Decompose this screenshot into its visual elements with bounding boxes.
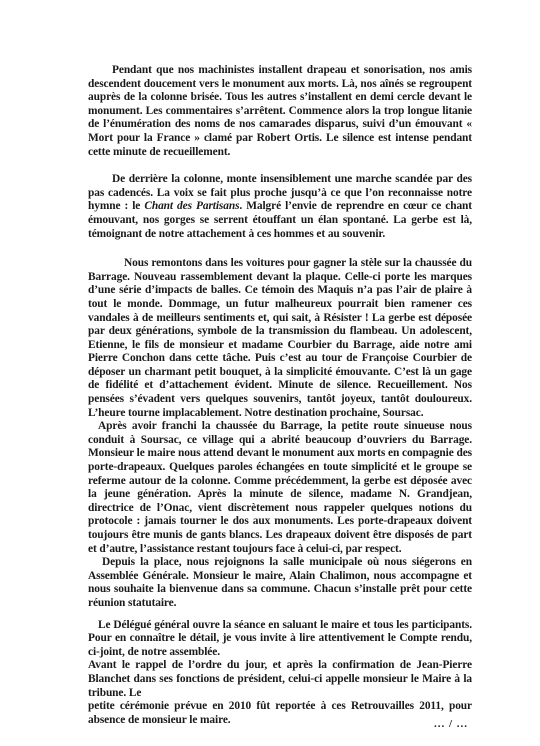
paragraph-text: Nous remontons dans les voitures pour gagner la stèle sur la chaussée du Barrage. Nouveau rassemblement devant la plaque. Celle-ci porte les marques d’une série d’impacts de balles. Ce témoin des Maquis n’a pas l’air de plaire à tout le monde. Dommage, un futur malheureux pourrait bien ramener ces vandales à de meilleurs sentiments et, qui sait, à Résister ! La gerbe est déposée par deux générations, symbole de la transmission du flambeau. Un adolescent, Etienne, le fils de monsieur et madame Courbier du Barrage, aide notre ami Pierre Conchon dans cette tâche. Puis c’est au tour de Françoise Courbier de déposer un charmant petit bouquet, à la simplicité émouvante. C’est là un gage de fidélité et d’attachement évident. Minute de silence. Recueillement. Nos pensées s’évadent vers quelques souvenirs, tantôt joyeux, tantôt douloureux. L’heure tourne implacablement. Notre destination prochaine, Soursac. [88, 257, 472, 419]
paragraph-text: petite cérémonie prévue en 2010 fût reportée à ces Retrouvailles 2011, pour absence de monsieur le maire. [88, 700, 472, 726]
paragraph-text: . Malgré l’envie de reprendre en cœur ce chant émouvant, nos gorges se serrent étouffant un élan spontané. La gerbe est là, témoignant de notre attachement à ces hommes et au souvenir. [88, 200, 472, 240]
paragraph-stele [88, 257, 472, 420]
song-title: Chant des Partisans [144, 200, 240, 213]
paragraph-monument [88, 64, 472, 159]
paragraph-text: Pendant que nos machinistes installent drapeau et sonorisation, nos amis descendent doucement vers le monument aux morts. Là, nos aînés se regroupent auprès de la colonne brisée. Tous les autres s’installent en demi cercle devant le monument. Les commentaires s’arrêtent. Commence alors la trop longue litanie de l’énumération des noms de nos camarades disparus, suivi d’un émouvant « Mort pour la France » clamé par Robert Ortis. Le silence est intense pendant cette minute de recueillement. [88, 64, 472, 158]
paragraph-soursac [88, 420, 472, 556]
paragraph-text: Le Délégué général ouvre la séance en saluant le maire et tous les participants. Pour en connaître le détail, je vous invite à lire attentivement le Compte rendu, ci-joint, de notre assemblée. [88, 618, 472, 658]
paragraph-session [88, 619, 472, 660]
paragraph-assembly [88, 556, 472, 610]
paragraph-hymn [88, 173, 472, 241]
paragraph-text: Depuis la place, nous rejoignons la salle municipale où nous siégerons en Assemblée Générale. Monsieur le maire, Alain Chalimon, nous accompagne et nous souhaite la bienvenue dans sa commune. Chacun s’installe prêt pour cette réunion statutaire. [88, 556, 472, 609]
paragraph-text: Avant le rappel de l’ordre du jour, et après la confirmation de Jean-Pierre Blanchet dans ses fonctions de président, celui-ci appelle monsieur le Maire à la tribune. Le [88, 659, 472, 699]
paragraph-text: De derrière la colonne, monte insensiblement une marche scandée par des pas cadencés. La voix se fait plus proche jusqu’à ce que l’on reconnaisse notre hymne : le [88, 173, 472, 213]
paragraph-text: Après avoir franchi la chaussée du Barrage, la petite route sinueuse nous conduit à Soursac, ce village qui a abrité beaucoup d’ouvriers du Barrage. Monsieur le maire nous attend devant le monument aux morts en compagnie des porte-drapeaux. Quelques paroles échangées en toute simplicité et le groupe se referme autour de la colonne. Comme précédemment, la gerbe est déposée avec la jeune génération. Après la minute de silence, madame N. Grandjean, directrice de l’Onac, vient discrètement nous rappeler quelques notions du protocole : jamais tourner le dos aux monuments. Les porte-drapeaux doivent toujours être munis de gants blancs. Les drapeaux doivent être disposés de part et d’autre, l’assistance restant toujours face à celui-ci, par respect. [88, 420, 472, 555]
paragraph-ceremony [88, 700, 472, 727]
continuation-marker: ... / ... [433, 718, 468, 730]
paragraph-agenda [88, 659, 472, 700]
